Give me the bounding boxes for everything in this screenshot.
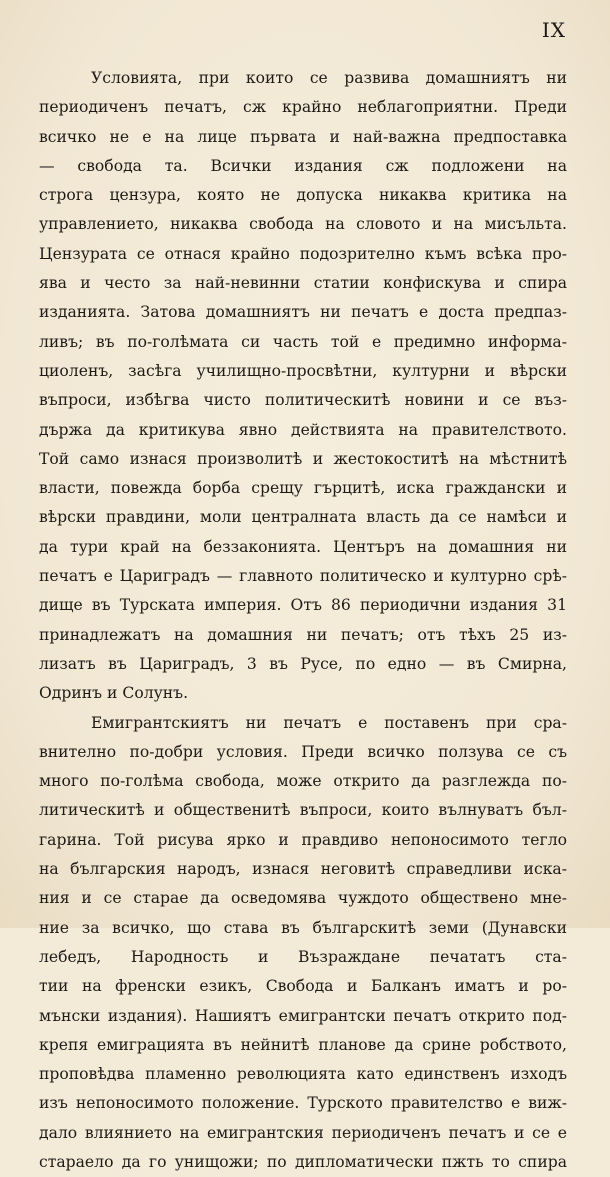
text-line: въпроси, избѣгва чисто политическитѣ новини и се въз- <box>39 391 567 410</box>
text-line: изъ непоносимото положение. Турското правителство е виж- <box>39 1094 567 1113</box>
text-line: Емигрантскиятъ ни печатъ е поставенъ при сра- <box>91 713 567 732</box>
text-line: Той само изнася произволитѣ и жестокоститѣ на мѣстнитѣ <box>39 449 567 468</box>
text-line: тии на френски езикъ, Свобода и Балканъ иматъ и ро- <box>39 977 567 996</box>
text-line: периодиченъ печатъ, сж крайно неблагоприятни. Преди <box>39 98 567 117</box>
text-line: власти, повежда борба срещу гърцитѣ, иска граждански и <box>39 479 567 498</box>
body-text <box>39 64 567 1177</box>
text-line: Одринъ и Солунъ. <box>39 684 189 703</box>
text-line: държа да критикува явно действията на правителството. <box>39 420 567 439</box>
text-line: изданията. Затова домашниятъ ни печатъ е доста предпаз- <box>39 303 567 322</box>
text-line: проповѣдва пламенно революцията като единственъ изходъ <box>39 1065 567 1084</box>
text-line: Условията, при които се развива домашниятъ ни <box>91 69 567 87</box>
page-number: IX <box>541 18 566 42</box>
text-line: управлението, никаква свобода на словото и на мисъльта. <box>39 215 567 234</box>
text-line: литическитѣ и общественитѣ въпроси, които вълнуватъ бъл- <box>39 801 567 820</box>
text-line: на българския народъ, изнася неговитѣ справедливи иска- <box>39 860 567 879</box>
text-line: ние за всичко, що става въ българскитѣ земи (Дунавски <box>39 918 567 937</box>
text-line: да тури край на беззаконията. Центъръ на домашния ни <box>39 537 567 556</box>
text-line: Цензурата се отнася крайно подозрително къмъ всѣка про- <box>39 244 567 263</box>
text-line: строга цензура, която не допуска никаква критика на <box>39 186 567 205</box>
text-line: ния и се старае да осведомява чуждото обществено мне- <box>39 889 567 908</box>
text-line: всичко не е на лице първата и най-важна предпоставка <box>39 127 567 146</box>
text-line: вѣрски правдини, моли централната власть да се намѣси и <box>39 508 567 527</box>
text-line: ява и често за най-невинни статии конфискува и спира <box>39 274 567 293</box>
text-line: — свобода та. Всички издания сж подложени на <box>39 156 567 175</box>
text-line: гарина. Той рисува ярко и правдиво непоносимото тегло <box>39 830 567 849</box>
text-line: крепя емиграцията въ нейнитѣ планове да срине робството, <box>39 1035 567 1054</box>
text-line: принадлежатъ на домашния ни печатъ; отъ тѣхъ 25 из- <box>39 625 567 644</box>
text-line: дало влиянието на емигрантския периодиченъ печатъ и се е <box>39 1123 567 1142</box>
text-line: ливъ; въ по-голѣмата си часть той е предимно информа- <box>39 332 567 351</box>
text-line: циоленъ, засѣга училищно-просвѣтни, културни и вѣрски <box>39 361 567 380</box>
text-line: стараело да го унищожи; по дипломатически пжть то спира <box>39 1152 567 1171</box>
text-line: лизатъ въ Цариградъ, 3 въ Русе, по едно — въ Смирна, <box>39 654 567 673</box>
text-line: лебедъ, Народность и Възраждане печататъ ста- <box>39 947 567 966</box>
text-line: много по-голѣма свобода, може открито да разглежда по- <box>39 772 567 791</box>
text-line: мънски издания). Нашиятъ емигрантски печатъ открито под- <box>39 1006 567 1025</box>
text-line: внително по-добри условия. Преди всичко ползува се съ <box>39 742 567 761</box>
text-line: печатъ е Цариградъ — главното политическо и културно срѣ- <box>39 567 567 586</box>
text-line: дище въ Турската империя. Отъ 86 периодични издания 31 <box>39 596 567 615</box>
